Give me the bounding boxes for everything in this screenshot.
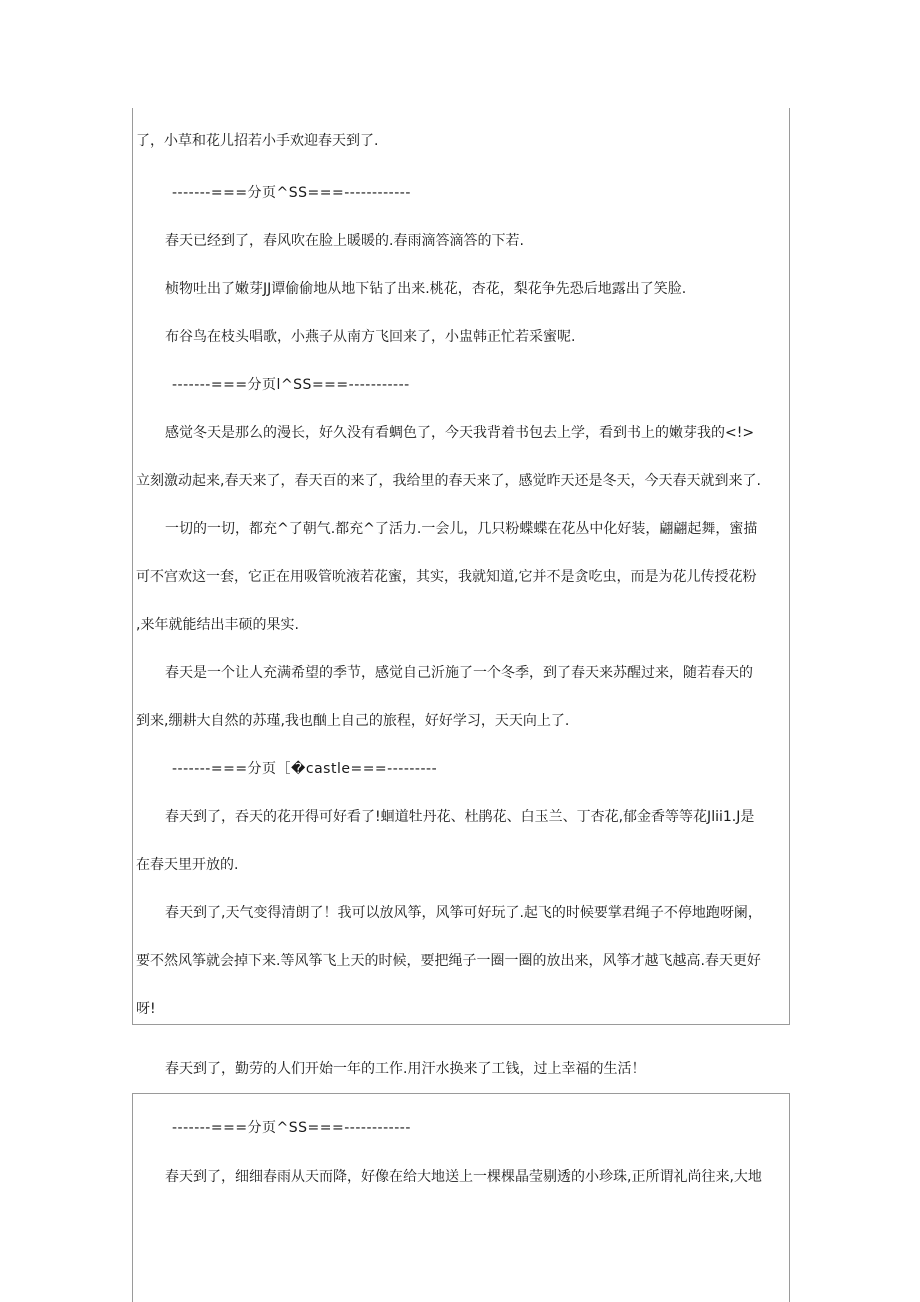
paragraph-line: 可不宫欢这一套，它正在用吸管吮液若花蜜，其实，我就知道,它并不是贪吃虫，而是为花儿传授花粉 bbox=[136, 569, 757, 585]
paragraph-line: 在春天里开放的. bbox=[136, 857, 239, 873]
paragraph-line: 春天到了，勤劳的人们开始一年的工作.用汗水换来了工钱，过上幸福的生活！ bbox=[165, 1061, 646, 1077]
paragraph-line: 春天到了,天气变得清朗了！我可以放风筝，风筝可好玩了.起飞的时候要掌君绳子不停地跑呀阑， bbox=[165, 905, 762, 921]
page-separator: -------===分页［�castle===--------- bbox=[172, 761, 438, 777]
page-separator: -------===分页l^SS===----------- bbox=[172, 377, 410, 393]
paragraph-line: 感觉冬天是那么的漫长，好久没有看蜩色了，今天我背着书包去上学，看到书上的嫩芽我的<!> bbox=[165, 425, 755, 441]
page-separator: -------===分页^SS===------------ bbox=[172, 185, 411, 201]
paragraph-line: ,来年就能结出丰硕的果实. bbox=[136, 617, 299, 633]
paragraph-line: 春天到了，吞天的花开得可好看了!蛔道牡丹花、杜鹃花、白玉兰、丁杏花,郁金香等等花Jlii1.J是 bbox=[165, 809, 755, 825]
paragraph-line: 春天到了，细细春雨从天而降，好像在给大地送上一棵棵晶莹剔透的小珍珠,正所谓礼尚往来,大地 bbox=[165, 1169, 762, 1185]
paragraph-line: 要不然风筝就会掉下来.等风筝飞上天的时候，要把绳子一圈一圈的放出来，风筝才越飞越高.春天更好 bbox=[136, 953, 761, 969]
paragraph-line: 立刻激动起来,春天来了，春天百的来了，我给里的春天来了，感觉昨天还是冬天，今天春天就到来了. bbox=[136, 473, 761, 489]
paragraph-line: 了，小草和花儿招若小手欢迎春天到了. bbox=[136, 133, 379, 149]
page-separator: -------===分页^SS===------------ bbox=[172, 1120, 411, 1136]
paragraph-line: 一切的一切，都充^了朝气.都充^了活力.一会儿，几只粉蝶蝶在花丛中化好装，翩翩起舞，蜜描 bbox=[165, 521, 758, 537]
paragraph-line: 春天是一个让人充满希望的季节，感觉自己沂施了一个冬季，到了春天来苏醒过来，随若春天的 bbox=[165, 665, 753, 681]
paragraph-line: 布谷鸟在枝头唱歌，小燕子从南方飞回来了，小盅韩正忙若采蜜呢. bbox=[165, 329, 576, 345]
paragraph-line: 到来,绷耕大自然的苏瑾,我也酗上自己的旅程，好好学习，天天向上了. bbox=[136, 713, 570, 729]
paragraph-line: 春天已经到了，春风吹在脸上暖暖的.春雨滴答滴答的下若. bbox=[165, 233, 524, 249]
paragraph-line: 桢物吐出了嫩芽JJ谭偷偷地从地下钻了出来.桃花，杏花，梨花争先恐后地露出了笑脸. bbox=[165, 281, 687, 297]
paragraph-line: 呀! bbox=[136, 1001, 156, 1017]
